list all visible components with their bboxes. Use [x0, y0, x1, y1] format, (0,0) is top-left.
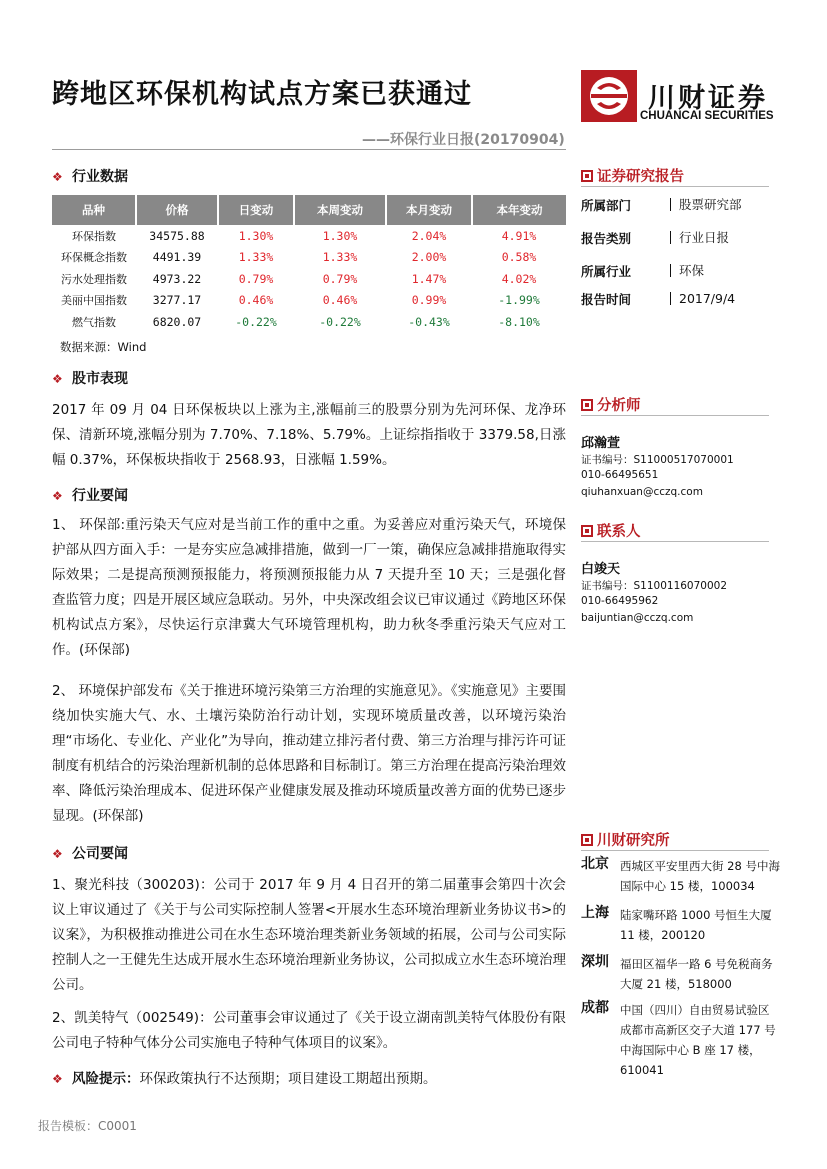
column-header: 品种 [52, 195, 136, 225]
contact-divider [581, 541, 769, 542]
cell-month-change: -0.43% [408, 314, 450, 329]
cell-price: 34575.88 [149, 228, 205, 243]
cell-month-change: 2.00% [411, 250, 447, 265]
cell-year-change: -1.99% [498, 293, 540, 308]
cell-price: 4491.39 [152, 250, 202, 265]
cell-name: 环保指数 [72, 229, 116, 243]
cell-name: 燃气指数 [72, 315, 116, 329]
table-row [52, 268, 566, 290]
table-row [52, 311, 566, 333]
office-address-shenzhen: 福田区福华一路 6 号免税商务大厦 21 楼，518000 [620, 957, 773, 991]
analyst-divider [581, 415, 769, 416]
risk-warning: ❖ 风险提示：环保政策执行不达预期；项目建设工期超出预期。 [52, 1071, 437, 1087]
news-item-1: 1、 环保部:重污染天气应对是当前工作的重中之重。为妥善应对重污染天气，环境保护部从四方面入手：一是夯实应急减排措施，做到一厂一策，确保应急减排措施取得实际效果；二是提高预测预报能力，将预测预报能力从 7 天提升至 10 天；三是强化督查监管力度；四是开展区域应急联动。另外，中央深改组会议已审议通过《跨地区环保机构试点方案》，尽快运行京津冀大气环境管理机构，助力秋冬季重污染天气应对工作。(环保部) [52, 517, 566, 658]
square-bullet-icon [581, 525, 593, 537]
office-city-beijing: 北京 [581, 856, 609, 872]
diamond-bullet-icon: ❖ [52, 489, 63, 503]
analyst-phone: 010-66495651 [581, 469, 659, 481]
cell-month-change: 2.04% [411, 228, 447, 243]
table-row [52, 225, 566, 247]
square-bullet-icon [581, 399, 593, 411]
column-header: 本周变动 [294, 195, 386, 225]
company-news-heading: ❖ 公司要闻 [52, 846, 128, 862]
info-value-department: 股票研究部 [670, 198, 742, 211]
cell-week-change: 0.46% [322, 293, 358, 308]
table-row [52, 247, 566, 269]
column-header: 本月变动 [386, 195, 472, 225]
contact-heading: 联系人 [581, 520, 641, 541]
analyst-heading: 分析师 [581, 394, 641, 415]
office-city-chengdu: 成都 [581, 1000, 609, 1016]
company-item-1: 1、聚光科技（300203)：公司于 2017 年 9 月 4 日召开的第二届董事会第四十次会议上审议通过了《关于与公司实际控制人签署<开展水生态环境治理新业务协议书>的议案》，为积极推动推进公司在水生态环境治理类新业务领域的拓展，公司与公司实际控制人之一王健先生达成开展水生态环境治理新业务协议，公司拟成立水生态环境治理公司。 [52, 877, 566, 993]
office-address-chengdu: 中国（四川）自由贸易试验区成都市高新区交子大道 177 号中海国际中心 B 座 17 楼，610041 [620, 1003, 776, 1077]
contact-cert: 证书编号：S1100116070002 [581, 580, 728, 592]
news-item-2: 2、 环境保护部发布《关于推进环境污染第三方治理的实施意见》。《实施意见》主要围绕加快实施大气、水、土壤污染防治行动计划，实现环境质量改善，以环境污染治理“市场化、专业化、产业化”为导向，推动建立排污者付费、第三方治理与排污许可证制度有机结合的污染治理新机制的总体思路和目标制订。第三方治理在提高污染治理效率、降低污染治理成本、促进环保产业健康发展及推动环境质量改善方面的优势已逐步显现。(环保部) [52, 683, 566, 824]
industry-data-heading: ❖ 行业数据 [52, 169, 128, 185]
logo-chinese-name: 川财证券 [648, 83, 768, 114]
data-source-note: 数据来源：Wind [60, 340, 147, 354]
chuancai-logo-icon [581, 70, 637, 122]
report-info-divider [581, 186, 769, 187]
diamond-bullet-icon: ❖ [52, 170, 63, 184]
diamond-bullet-icon: ❖ [52, 1072, 63, 1086]
cell-name: 美丽中国指数 [61, 294, 127, 308]
info-label-industry: 所属行业 [581, 264, 632, 279]
cell-month-change: 1.47% [411, 271, 447, 286]
info-value-industry: 环保 [670, 264, 704, 277]
cell-day-change: 0.79% [238, 271, 274, 286]
market-paragraph: 2017 年 09 月 04 日环保板块以上涨为主,涨幅前三的股票分别为先河环保、龙净环保、清新环境,涨幅分别为 7.70%、7.18%、5.79%。上证综指指收于 3379.58,日涨幅 0.37%，环保板块指收于 2568.93，日涨幅 1.59%。 [52, 402, 566, 468]
table-row [52, 290, 566, 312]
institute-divider [581, 850, 769, 851]
analyst-email[interactable]: qiuhanxuan@cczq.com [581, 486, 703, 498]
info-label-date: 报告时间 [581, 292, 632, 307]
page-title: 跨地区环保机构试点方案已获通过 [52, 79, 472, 110]
cell-name: 环保概念指数 [61, 251, 127, 265]
table-header-row [52, 195, 566, 225]
office-city-shenzhen: 深圳 [581, 954, 609, 970]
cell-day-change: 0.46% [238, 293, 274, 308]
cell-year-change: -8.10% [498, 314, 540, 329]
info-label-category: 报告类别 [581, 231, 632, 246]
diamond-bullet-icon: ❖ [52, 372, 63, 386]
contact-phone: 010-66495962 [581, 595, 659, 607]
cell-month-change: 0.99% [411, 293, 447, 308]
cell-year-change: 4.02% [501, 271, 537, 286]
diamond-bullet-icon: ❖ [52, 847, 63, 861]
office-address-shanghai: 陆家嘴环路 1000 号恒生大厦 11 楼，200120 [620, 908, 772, 942]
cell-day-change: -0.22% [235, 314, 277, 329]
cell-day-change: 1.33% [238, 250, 274, 265]
office-address-beijing: 西城区平安里西大街 28 号中海国际中心 15 楼，100034 [620, 859, 780, 893]
cell-year-change: 4.91% [501, 228, 537, 243]
cell-price: 4973.22 [152, 271, 202, 286]
info-value-category: 行业日报 [670, 231, 729, 244]
cell-price: 3277.17 [152, 293, 202, 308]
company-item-2: 2、凯美特气（002549)：公司董事会审议通过了《关于设立湖南凯美特气体股份有限公司电子特种气体分公司实施电子特种气体项目的议案》。 [52, 1010, 566, 1051]
industry-news-heading: ❖ 行业要闻 [52, 488, 128, 504]
info-value-date: 2017/9/4 [670, 292, 735, 305]
square-bullet-icon [581, 170, 593, 182]
cell-price: 6820.07 [152, 314, 202, 329]
cell-name: 污水处理指数 [61, 272, 127, 286]
cell-week-change: 1.30% [322, 228, 358, 243]
contact-name: 白竣天 [581, 562, 621, 577]
info-label-department: 所属部门 [581, 198, 632, 213]
analyst-cert: 证书编号：S1100051707000​1 [581, 454, 734, 466]
institute-heading: 川财研究所 [581, 829, 670, 850]
cell-day-change: 1.30% [238, 228, 274, 243]
cell-week-change: 1.33% [322, 250, 358, 265]
report-template-footer: 报告模板：C0001 [38, 1119, 137, 1133]
industry-data-table [52, 195, 566, 333]
cell-week-change: 0.79% [322, 271, 358, 286]
column-header: 本年变动 [472, 195, 566, 225]
column-header: 价格 [136, 195, 218, 225]
cell-year-change: 0.58% [501, 250, 537, 265]
column-header: 日变动 [218, 195, 294, 225]
report-subtitle: ——环保行业日报(20170904) [362, 132, 565, 148]
analyst-name: 邱瀚萱 [581, 436, 621, 451]
cell-week-change: -0.22% [319, 314, 361, 329]
office-city-shanghai: 上海 [581, 905, 609, 921]
report-info-heading: 证券研究报告 [581, 165, 684, 186]
square-bullet-icon [581, 834, 593, 846]
logo-english-name: CHUANCAI SECURITIES [640, 110, 774, 122]
contact-email[interactable]: baijuntian@cczq.com [581, 612, 694, 624]
header-divider [52, 149, 566, 150]
market-heading: ❖ 股市表现 [52, 371, 128, 387]
